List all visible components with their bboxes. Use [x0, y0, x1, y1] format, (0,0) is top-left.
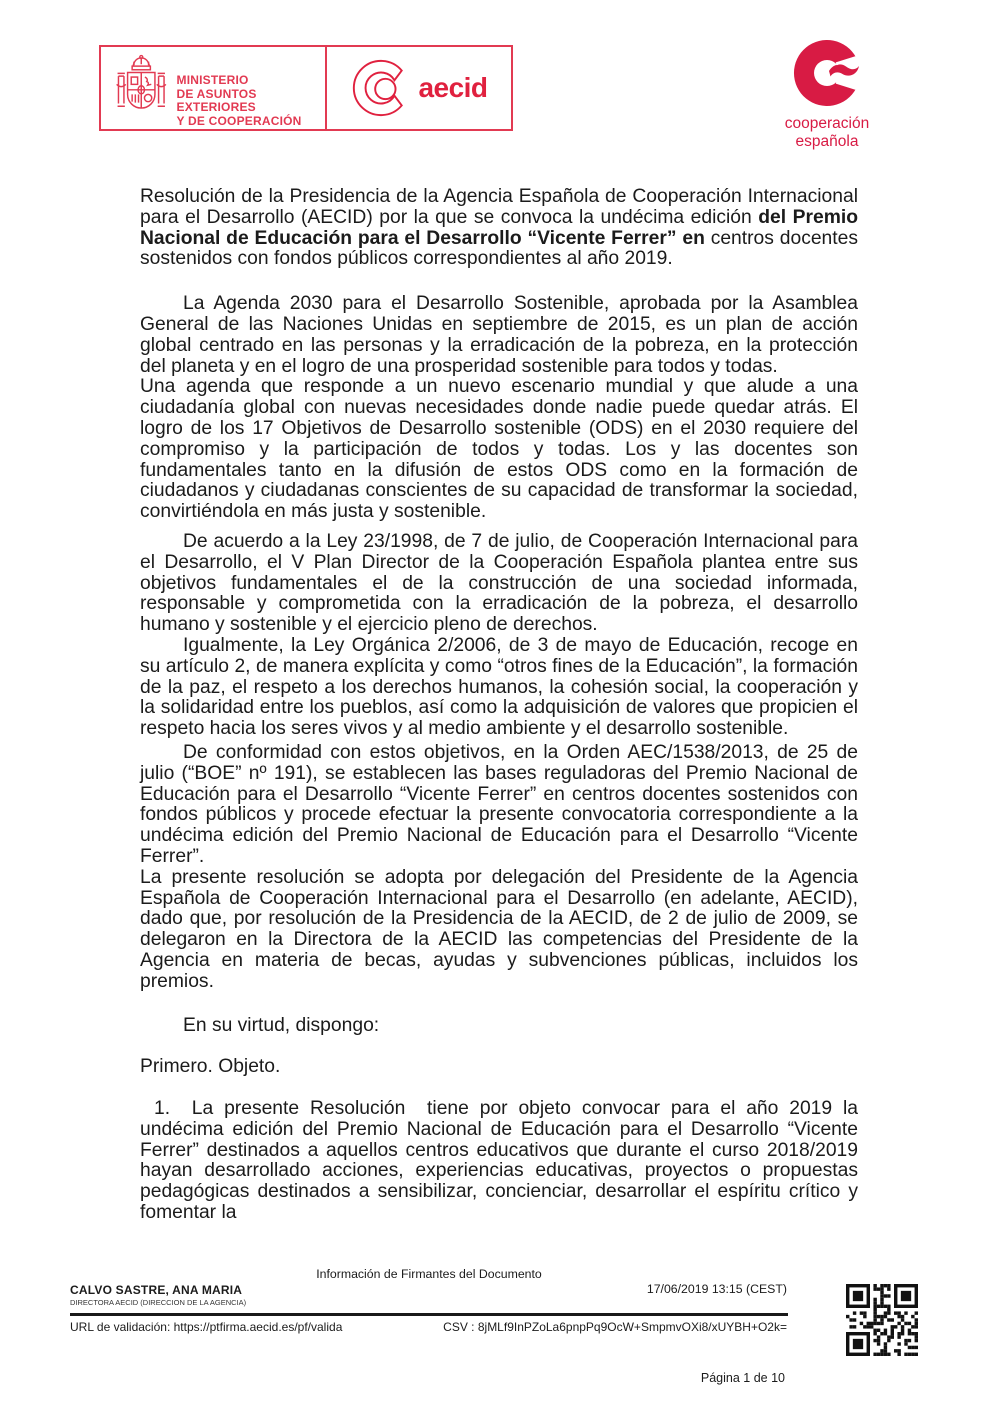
title-post: centros docentes sostenidos con fondos públicos correspondientes al año 2019.	[140, 227, 859, 270]
csv-code: CSV : 8jMLf9InPZoLa6pnpPq9OcW+SmpmvOXi8/xUYBH+O2k=	[443, 1320, 787, 1334]
qr-code	[846, 1284, 918, 1356]
ministry-cell	[101, 47, 327, 129]
signature-timestamp: 17/06/2019 13:15 (CEST)	[646, 1282, 787, 1296]
aecid-c-icon	[350, 57, 412, 119]
aecid-logo	[327, 47, 511, 129]
paragraph-dispongo: En su virtud, dispongo:	[183, 1015, 380, 1037]
spain-coat-of-arms-icon	[113, 50, 170, 126]
paragraph-ley-23-1998: De acuerdo a la Ley 23/1998, de 7 de julio, de Cooperación Internacional para el Desarrollo, el V Plan Director de la Cooperación Española plantea entre sus objetivos fundamentales el de la construcción de una sociedad informada, responsable y comprometida con la erradicación de la pobreza, el desarrollo humano y sostenible y el ejercicio pleno de derechos.	[140, 530, 858, 636]
ministry-name	[177, 48, 325, 128]
signers-info-title: Información de Firmantes del Documento	[316, 1267, 542, 1281]
ministry-line-2: DE ASUNTOS EXTERIORES	[176, 86, 257, 114]
footer-divider	[70, 1313, 788, 1316]
paragraph-orden-aec: De conformidad con estos objetivos, en la Orden AEC/1538/2013, de 25 de julio (“BOE” nº 191), se establecen las bases reguladoras del Premio Nacional de Educación para el Desarrollo “Vicente Ferrer” en centros docentes sostenidos con fondos públicos y procede efectuar la presente convocatoria correspondiente a la undécima edición del Premio Nacional de Educación para el Desarrollo “Vicente Ferrer”.	[140, 741, 858, 867]
signer-role: DIRECTORA AECID (DIRECCION DE LA AGENCIA)	[70, 1298, 247, 1307]
cooperacion-c-wave-icon	[792, 38, 862, 108]
paragraph-delegacion: La presente resolución se adopta por delegación del Presidente de la Agencia Española de Cooperación Internacional para el Desarrollo (en adelante, AECID), dado que, por resolución de la Presidencia de la AECID, de 2 de julio de 2009, se delegaron en la Directora de la AECID las competencias del Presidente de la Agencia en materia de becas, ayudas y subvenciones públicas, incluidos los premios.	[140, 866, 858, 992]
cooperacion-espanola-logo	[782, 38, 872, 150]
heading-primero-objeto: Primero. Objeto.	[140, 1056, 281, 1078]
page-number: Página 1 de 10	[700, 1371, 785, 1385]
coop-line-1: cooperación	[784, 115, 870, 132]
cooperacion-label	[782, 115, 872, 150]
document-body	[140, 187, 858, 1224]
paragraph-item-1: 1. La presente Resolución tiene por objeto convocar para el año 2019 la undécima edición del Premio Nacional de Educación para el Desarrollo “Vicente Ferrer” destinados a aquellos centros educativos que durante el curso 2018/2019 hayan desarrollado acciones, experiencias educativas, proyectos o propuestas pedagógicas destinados a sensibilizar, concienciar, desarrollar el espíritu crítico y fomentar la	[140, 1098, 858, 1224]
paragraph-una-agenda: Una agenda que responde a un nuevo escenario mundial y que alude a una ciudadanía global con nuevas necesidades donde nadie puede quedar atrás. El logro de los 17 Objetivos de Desarrollo sostenible (ODS) en el 2030 requiere del compromiso y la participación de todos y todas. Los y las docentes son fundamentales tanto en la difusión de estos ODS como en la formación de ciudadanos y ciudadanas conscientes de su capacidad de transformar la sociedad, convirtiéndola en más justa y sostenible.	[140, 376, 858, 523]
paragraph-agenda-2030: La Agenda 2030 para el Desarrollo Sostenible, aprobada por la Asamblea General de las Naciones Unidas en septiembre de 2015, es un plan de acción global centrado en las personas y la erradicación de la pobreza, en la protección del planeta y en el logro de una prosperidad sostenible para todos y todas.	[140, 293, 858, 377]
resolution-title	[140, 187, 858, 270]
validation-url: URL de validación: https://ptfirma.aecid.es/pf/valida	[70, 1320, 343, 1334]
ministry-line-1: MINISTERIO	[176, 73, 249, 87]
ministry-line-3: Y DE COOPERACIÓN	[176, 113, 302, 128]
coop-line-2: española	[795, 132, 859, 150]
signer-name: CALVO SASTRE, ANA MARIA	[70, 1283, 243, 1297]
title-bold: del Premio Nacional de Educación para el Desarrollo “Vicente Ferrer” en	[140, 206, 858, 249]
aecid-wordmark: aecid	[418, 72, 488, 103]
title-pre: Resolución de la Presidencia de la Agencia Española de Cooperación Internacional para el Desarrollo (AECID) por la que se convoca la undécima edición	[140, 186, 858, 228]
ministry-logo-box	[99, 45, 513, 131]
paragraph-ley-organica: Igualmente, la Ley Orgánica 2/2006, de 3 de mayo de Educación, recoge en su artículo 2, de manera explícita y como “otros fines de la Educación”, la formación de la paz, el respeto a los derechos humanos, la cohesión social, la cooperación y la solidaridad entre los pueblos, así como la adquisición de valores que propicien el respeto hacia los seres vivos y al medio ambiente y el desarrollo sostenible.	[140, 634, 858, 740]
